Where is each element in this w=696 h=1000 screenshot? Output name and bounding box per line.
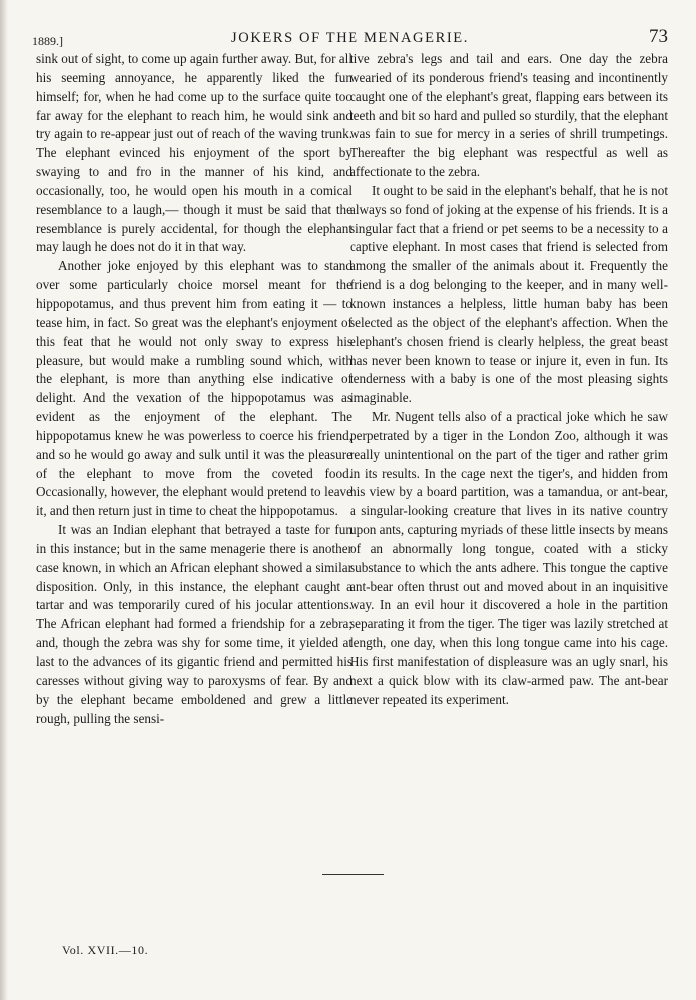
paragraph: sink out of sight, to come up again further away. But, for all his seeming annoyance, he apparently liked the fun himself; for, when he had come up to the surface quite too far away for the elephant to reach him, he would sink and try again to re-appear just out of reach of the waving trunk. The elephant evinced his enjoyment of the sport by swaying to and fro in the manner of his kind, and occasionally, too, he would open his mouth in a comical resemblance to a laugh,— though it must be said that the resemblance is purely accidental, for though the elephant may laugh he does not do it in that way. [36, 51, 352, 255]
page-number: 73 [649, 26, 668, 47]
paragraph: It was an Indian elephant that betrayed a taste for fun in this instance; but in the same menagerie there is another case known, in which an African elephant showed a similar disposition. Only, in this instance, the elephant caught a tartar and was temporarily cured of his jocular attentions. The African elephant had formed a friendship for a zebra; and, though the zebra was shy for some time, it yielded at last to the advances of its gigantic friend and permitted his caresses without giving way to paroxysms of fear. By and by the elephant became emboldened and grew a little rough, pulling the sensi- [36, 522, 352, 726]
paragraph: tive zebra's legs and tail and ears. One day the zebra wearied of its ponderous friend's teasing and incontinently caught one of the elephant's great, flapping ears between its teeth and bit so hard and pulled so sturdily, that the elephant was fain to sue for mercy in a series of shrill trumpetings. Thereafter the big elephant was respectful as well as affectionate to the zebra. [350, 51, 668, 180]
right-column [350, 50, 668, 710]
section-divider [322, 874, 384, 875]
left-column [36, 50, 352, 728]
running-header [32, 26, 668, 50]
running-title: JOKERS OF THE MENAGERIE. [231, 30, 469, 46]
paragraph: Another joke enjoyed by this elephant was to stand over some particularly choice morsel meant for the hippopotamus, and thus prevent him from eating it — to tease him, in fact. So great was the elephant's enjoyment of this feat that he would not only sway to express his pleasure, but would make a rumbling sound which, with the elephant, is more than anything else indicative of delight. And the vexation of the hippopotamus was as evident as the enjoyment of the elephant. The hippopotamus knew he was powerless to coerce his friend, and so he would go away and sulk until it was the pleasure of the elephant to move from the coveted food. Occasionally, however, the elephant would pretend to leave it, and then return just in time to cheat the hippopotamus. [36, 258, 352, 519]
paragraph: It ought to be said in the elephant's behalf, that he is not always so fond of joking at the expense of his friends. It is a singular fact that a friend or pet seems to be a necessity to a captive elephant. In most cases that friend is selected from among the smaller of the animals about it. Frequently the friend is a dog belonging to the keeper, and in many well-known instances a helpless, little human baby has been selected as the object of the elephant's affection. When the elephant's chosen friend is clearly helpless, the great beast has never been known to tease or injure it, even in fun. Its tenderness with a baby is one of the most pleasing sights imaginable. [350, 182, 668, 406]
header-year: 1889.] [32, 34, 63, 48]
page-edge-shadow [0, 0, 8, 1000]
volume-signature: Vol. XVII.—10. [62, 943, 149, 957]
paragraph: Mr. Nugent tells also of a practical joke which he saw perpetrated by a tiger in the London Zoo, although it was really unintentional on the part of the tiger and rather grim in its results. In the cage next the tiger's, and hidden from his view by a board partition, was a tamandua, or ant-bear, a singular-looking creature that lives in its native country upon ants, capturing myriads of these little insects by means of an abnormally long tongue, coated with a sticky substance to which the ants adhere. This tongue the captive ant-bear often thrust out and moved about in an inquisitive way. In an evil hour it discovered a hole in the partition separating it from the tiger. The tiger was lazily stretched at length, one day, when this long tongue came into his cage. His first manifestation of displeasure was an ugly snarl, his next a quick blow with its claw-armed paw. The ant-bear never repeated its experiment. [350, 409, 668, 707]
